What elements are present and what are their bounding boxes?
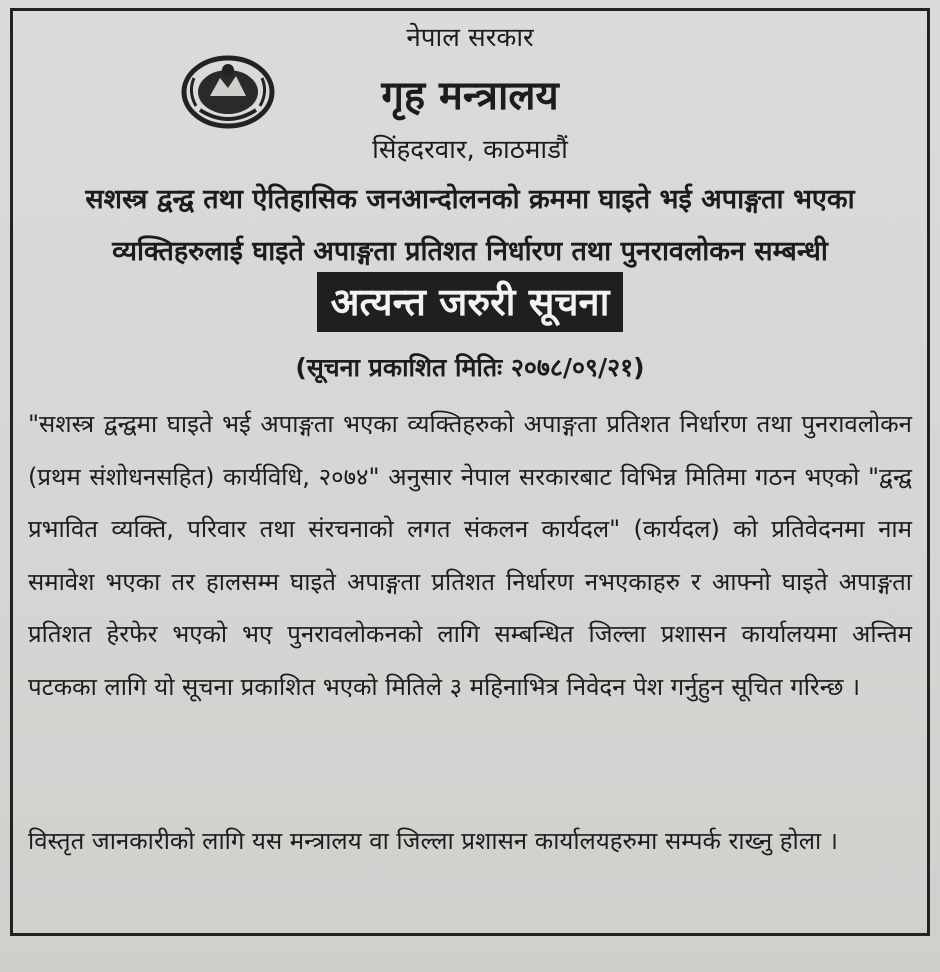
government-name: नेपाल सरकार: [406, 23, 534, 53]
notice-paragraph-2: विस्तृत जानकारीको लागि यस मन्त्रालय वा जिल्ला प्रशासन कार्यालयहरुमा सम्पर्क राख्नु होला ।: [28, 827, 838, 855]
heading-banner: [20, 272, 920, 332]
published-date: (सूचना प्रकाशित मितिः २०७८/०९/२१): [295, 353, 645, 382]
notice-heading: अत्यन्त जरुरी सूचना: [317, 272, 624, 332]
subject-line-2: व्यक्तिहरुलाई घाइते अपाङ्गता प्रतिशत निर्धारण तथा पुनरावलोकन सम्बन्धी: [112, 236, 828, 267]
subject-line-1: सशस्त्र द्वन्द्व तथा ऐतिहासिक जनआन्दोलनको क्रममा घाइते भई अपाङ्गता भएका: [85, 184, 855, 215]
ministry-name: गृह मन्त्रालय: [381, 73, 559, 119]
notice-subject: [20, 174, 920, 278]
notice-paragraph-1: "सशस्त्र द्वन्द्वमा घाइते भई अपाङ्गता भएका व्यक्तिहरुको अपाङ्गता प्रतिशत निर्धारण तथा पुनरावलोकन (प्रथम संशोधनसहित) कार्यविधि, २०७४" अनुसार नेपाल सरकारबाट विभिन्न मितिमा गठन भएको "द्वन्द्व प्रभावित व्यक्ति, परिवार तथा संरचनाको लगत संकलन कार्यदल" (कार्यदल) को प्रतिवेदनमा नाम समावेश भएका तर हालसम्म घाइते अपाङ्गता प्रतिशत निर्धारण नभएकाहरु र आफ्नो घाइते अपाङ्गता प्रतिशत हेरफेर भएको भए पुनरावलोकनको लागि सम्बन्धित जिल्ला प्रशासन कार्यालयमा अन्तिम पटकका लागि यो सूचना प्रकाशित भएको मितिले ३ महिनाभित्र निवेदन पेश गर्नुहुन सूचित गरिन्छ ।: [28, 410, 912, 701]
ministry-address: सिंहदरवार, काठमाडौं: [372, 135, 568, 165]
